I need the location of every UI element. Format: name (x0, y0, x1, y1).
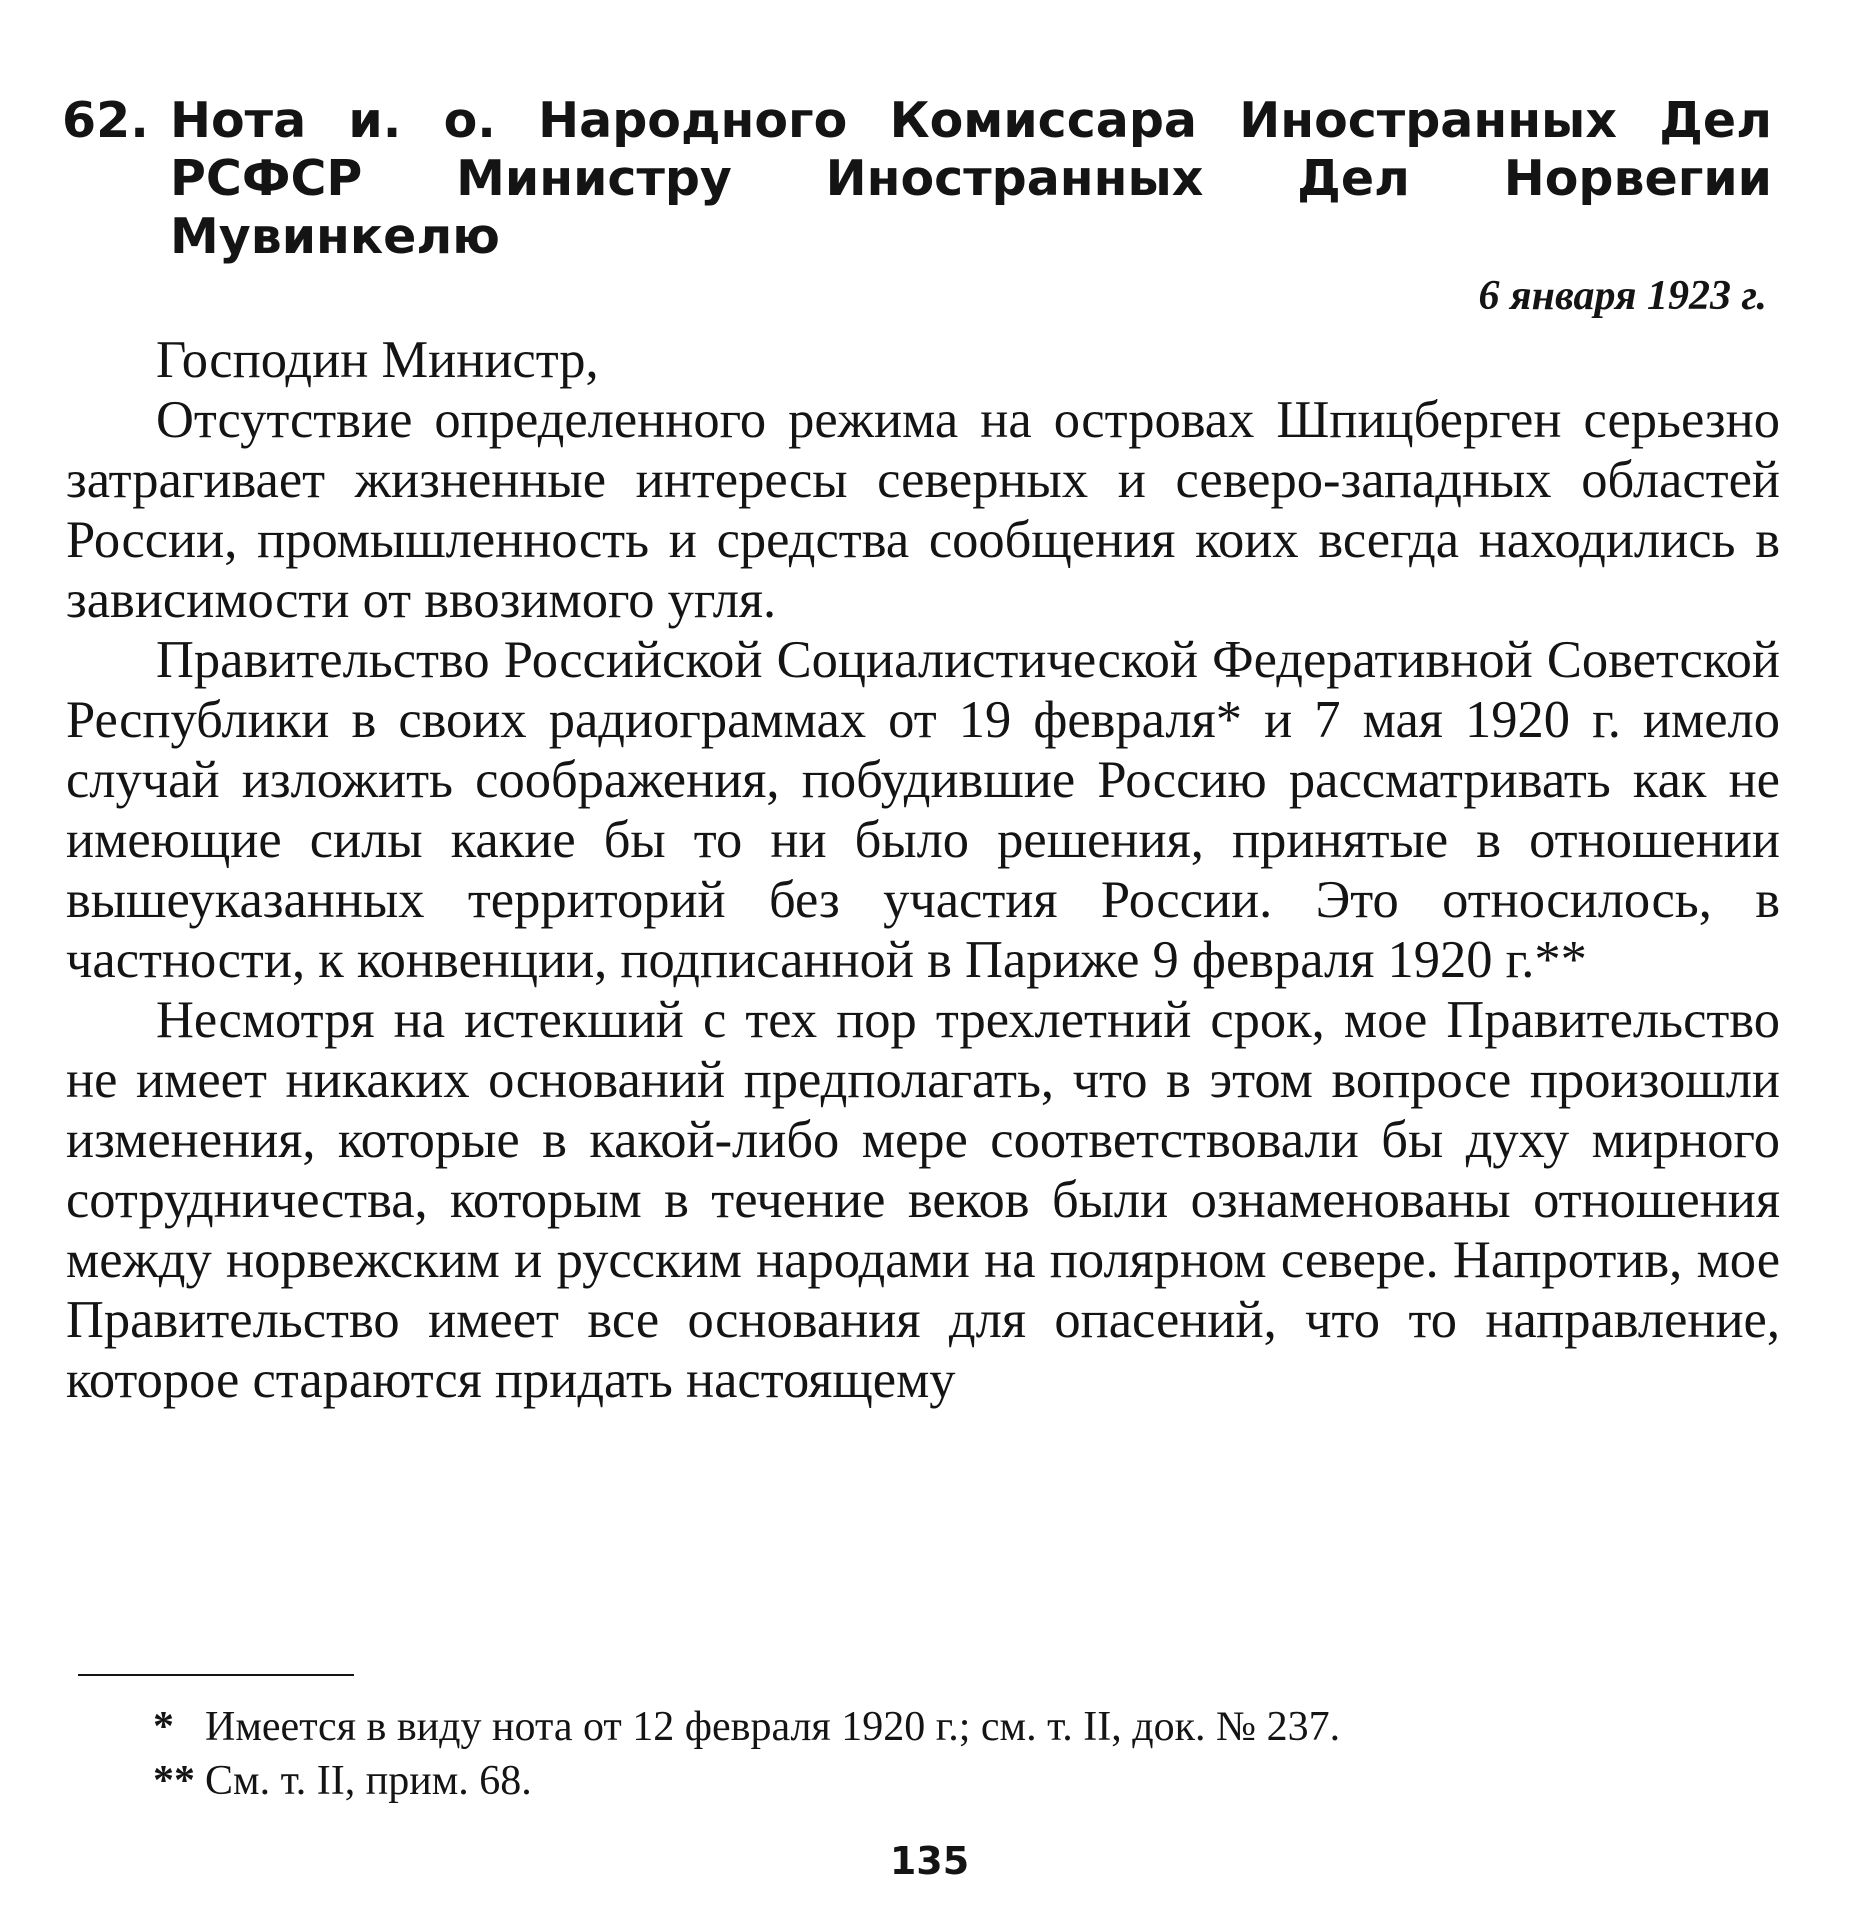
footnote-mark: ** (153, 1758, 195, 1804)
footnote (153, 1700, 1805, 1754)
footnote-mark: * (153, 1704, 174, 1750)
salutation: Господин Министр, (156, 331, 599, 389)
footnote-divider (78, 1674, 354, 1676)
paragraph: Правительство Российской Социалистической Федеративной Советской Республики в своих радиограммах от 19 февраля* и 7 мая 1920 г. имело случай изложить соображения, побудившие Россию рассматривать как не имеющие силы какие бы то ни было решения, принятые в отношении вышеуказанных территорий без участия России. Это относилось, в частности, к конвенции, подписанной в Париже 9 февраля 1920 г.** (66, 631, 1780, 989)
footnote-text: Имеется в виду нота от 12 февраля 1920 г.; см. т. II, док. № 237. (205, 1704, 1341, 1750)
document-date: 6 января 1923 г. (1478, 273, 1767, 319)
letter-body (66, 330, 1780, 1410)
document-number: 62. (62, 92, 149, 149)
footnote (153, 1754, 1805, 1808)
document-heading (62, 92, 1772, 266)
page-number: 135 (889, 1839, 970, 1883)
footnotes (153, 1700, 1805, 1808)
paragraph: Отсутствие определенного режима на островах Шпицберген серьезно затрагивает жизненные интересы северных и северо-западных областей России, промышленность и средства сообщения коих всегда находились в зависимости от ввозимого угля. (66, 391, 1780, 629)
footnote-text: См. т. II, прим. 68. (205, 1758, 532, 1804)
paragraph: Несмотря на истекший с тех пор трехлетний срок, мое Правительство не имеет никаких оснований предполагать, что в этом вопросе произошли изменения, которые в какой-либо мере соответствовали бы духу мирного сотрудничества, которым в течение веков были ознаменованы отношения между норвежским и русским народами на полярном севере. Напротив, мое Правительство имеет все основания для опасений, что то направление, которое стараются придать настоящему (66, 991, 1780, 1409)
document-title: Нота и. о. Народного Комиссара Иностранных Дел РСФСР Министру Иностранных Дел Норвегии Мувинкелю (170, 92, 1772, 265)
